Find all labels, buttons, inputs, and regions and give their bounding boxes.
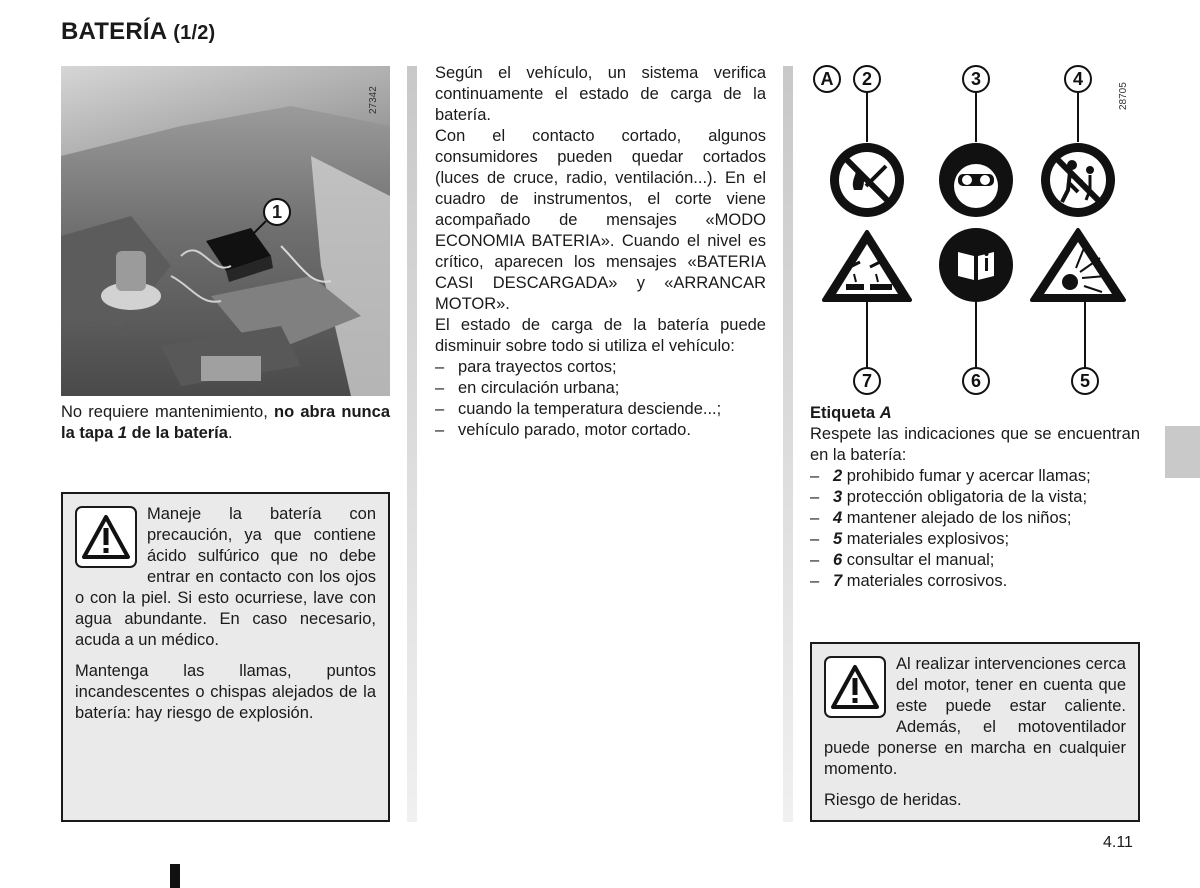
section-tab xyxy=(1165,426,1200,478)
dash: – xyxy=(435,400,445,418)
number-label: 6 xyxy=(970,371,982,391)
usage-list xyxy=(435,357,766,441)
label-heading-text: Etiqueta xyxy=(810,404,880,422)
photo-code: 27342 xyxy=(368,86,379,114)
dash: – xyxy=(810,509,820,527)
item-number: 3 xyxy=(832,488,843,506)
list-item xyxy=(810,487,1140,508)
caption-italic: 1 xyxy=(117,424,128,442)
item-number: 7 xyxy=(832,572,843,590)
label-heading-letter: A xyxy=(879,404,892,422)
warning-box-engine xyxy=(810,642,1140,822)
corrosive-icon xyxy=(824,232,910,300)
list-item xyxy=(435,357,766,378)
callout-label: 1 xyxy=(271,201,282,222)
list-item-text: materiales corrosivos. xyxy=(842,572,1008,590)
list-item-text: prohibido fumar y acercar llamas; xyxy=(842,467,1091,485)
number-label: 3 xyxy=(970,69,982,89)
dash: – xyxy=(435,421,445,439)
dash: – xyxy=(810,551,820,569)
list-item-text: consultar el manual; xyxy=(842,551,995,569)
number-label: 5 xyxy=(1079,371,1091,391)
warning-text-2: Mantenga las llamas, puntos incandescentes o chispas alejados de la batería: hay riesgo de explosión. xyxy=(75,662,376,722)
dash: – xyxy=(810,467,820,485)
column-separator xyxy=(407,66,417,822)
eye-protection-icon xyxy=(939,143,1013,217)
caption-plain: No requiere mantenimiento, xyxy=(61,403,275,421)
number-2-marker xyxy=(854,66,880,92)
list-item xyxy=(435,378,766,399)
middle-column xyxy=(435,63,766,441)
warning-triangle-icon xyxy=(75,506,137,568)
dash: – xyxy=(810,488,820,506)
number-4-marker xyxy=(1065,66,1091,92)
number-5-marker xyxy=(1072,368,1098,394)
warning-triangle-icon xyxy=(824,656,886,718)
list-item-text: materiales explosivos; xyxy=(842,530,1010,548)
list-item-text: vehículo parado, motor cortado. xyxy=(457,421,691,439)
list-item xyxy=(435,420,766,441)
number-label: 2 xyxy=(861,69,873,89)
middle-paragraph-2: Con el contacto cortado, algunos consumidores pueden quedar cortados (luces de cruce, radio, ventilación...). En el cuadro de instrumentos, el corte viene acompañado de mensajes «MODO ECONOMIA BATERIA». Cuando el nivel es crítico, aparecen los mensajes «BATERIA CASI DESCARGADA» y «ARRANCAR MOTOR». xyxy=(435,127,766,313)
item-number: 2 xyxy=(832,467,843,485)
number-6-marker xyxy=(963,368,989,394)
label-letter: A xyxy=(820,69,834,89)
list-item xyxy=(810,466,1140,487)
warning-text-2: Riesgo de heridas. xyxy=(824,791,962,809)
manual-icon xyxy=(939,228,1013,302)
crop-mark xyxy=(170,864,180,888)
photo-caption xyxy=(61,402,390,444)
item-number: 5 xyxy=(832,530,843,548)
engine-photo xyxy=(61,66,390,396)
title-main: BATERÍA xyxy=(61,18,167,45)
number-label: 4 xyxy=(1072,69,1084,89)
item-number: 6 xyxy=(832,551,843,569)
list-item-text: para trayectos cortos; xyxy=(457,358,617,376)
list-item-text: protección obligatoria de la vista; xyxy=(842,488,1088,506)
middle-paragraph-1: Según el vehículo, un sistema verifica continuamente el estado de carga de la batería. xyxy=(435,64,766,124)
middle-paragraph-3: El estado de carga de la batería puede disminuir sobre todo si utiliza el vehículo: xyxy=(435,316,766,355)
list-item xyxy=(810,571,1140,592)
caption-bold-2: de la batería xyxy=(127,424,228,442)
number-label: 7 xyxy=(861,371,873,391)
page-number: 4.11 xyxy=(1103,834,1133,851)
item-number: 4 xyxy=(832,509,843,527)
caption-bold: no abra nunca la tapa xyxy=(61,403,390,442)
column-separator xyxy=(783,66,793,822)
list-item-text: mantener alejado de los niños; xyxy=(842,509,1072,527)
no-fire-icon xyxy=(830,143,904,217)
warning-box-battery xyxy=(61,492,390,822)
keep-children-away-icon xyxy=(1041,143,1115,217)
callout-1 xyxy=(263,198,291,226)
caption-end: . xyxy=(227,424,233,442)
list-item xyxy=(810,529,1140,550)
list-item xyxy=(810,508,1140,529)
dash: – xyxy=(810,530,820,548)
list-item-text: cuando la temperatura desciende...; xyxy=(457,400,722,418)
number-7-marker xyxy=(854,368,880,394)
dash: – xyxy=(435,358,445,376)
explosive-icon xyxy=(1032,230,1124,300)
dash: – xyxy=(810,572,820,590)
list-item-text: en circulación urbana; xyxy=(457,379,620,397)
label-list xyxy=(810,466,1140,592)
label-code: 28705 xyxy=(1118,82,1129,110)
label-intro: Respete las indicaciones que se encuentran en la batería: xyxy=(810,425,1140,464)
battery-label-figure xyxy=(810,62,1140,402)
label-description xyxy=(810,403,1140,592)
label-heading xyxy=(810,403,1140,424)
warning-text-1: Maneje la batería con precaución, ya que contiene ácido sulfúrico que no debe entrar en contacto con los ojos o con la piel. Si esto ocurriese, lave con agua abundante. En caso necesario, acuda a un médico. xyxy=(75,505,376,649)
warning-text-1: Al realizar intervenciones cerca del motor, tener en cuenta que este puede estar caliente. Además, el motoventilador puede ponerse en marcha en cualquier momento. xyxy=(824,655,1126,778)
dash: – xyxy=(435,379,445,397)
page-title xyxy=(61,18,215,46)
list-item xyxy=(810,550,1140,571)
list-item xyxy=(435,399,766,420)
title-part: (1/2) xyxy=(173,22,216,44)
number-3-marker xyxy=(963,66,989,92)
